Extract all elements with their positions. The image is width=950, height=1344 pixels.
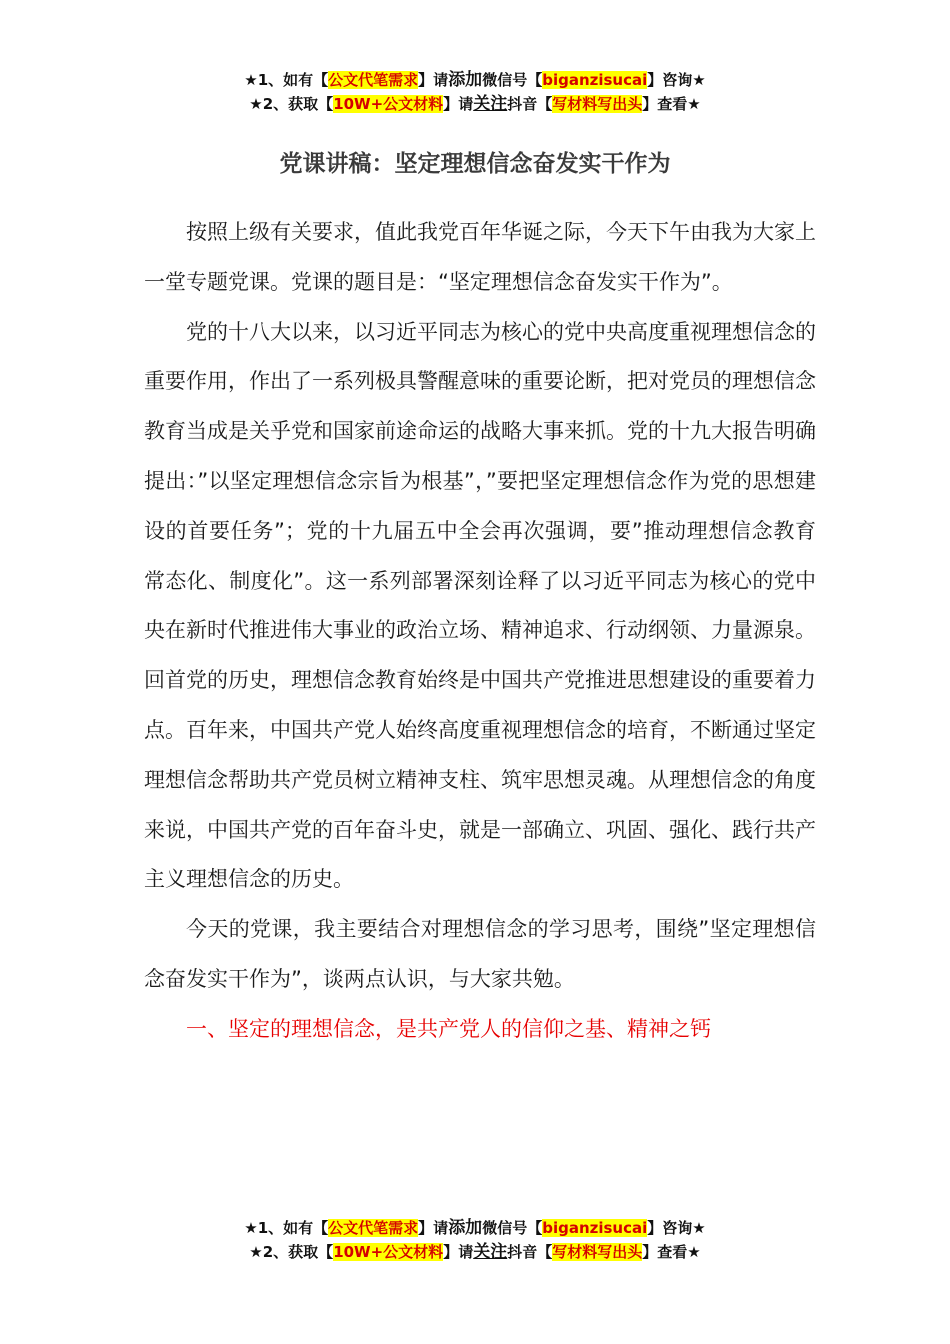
- ad-text: 2、获取【: [262, 95, 334, 113]
- ad-highlight-wechat-id: biganzisucai: [542, 71, 648, 89]
- star-icon: ★: [249, 1243, 263, 1261]
- ad-text: 1、如有【: [257, 71, 329, 89]
- ad-text-emphasis: 关注: [473, 94, 508, 114]
- ad-highlight-wechat-id: biganzisucai: [542, 1219, 648, 1237]
- paragraph-outline: 今天的党课，我主要结合对理想信念的学习思考，围绕”坚定理想信念奋发实干作为”，谈两点认识，与大家共勉。: [144, 917, 816, 991]
- ad-text: 抖音【: [507, 95, 553, 113]
- ad-text: 】请: [418, 71, 449, 89]
- section-heading-1: 一、坚定的理想信念，是共产党人的信仰之基、精神之钙: [186, 1016, 711, 1041]
- ad-highlight-douyin: 写材料写出头: [552, 1243, 643, 1261]
- ad-text: 】请: [443, 1243, 474, 1261]
- ad-text: 】查看★: [642, 95, 701, 113]
- ad-line-2: [0, 92, 950, 116]
- paragraph-background: 党的十八大以来，以习近平同志为核心的党中央高度重视理想信念的重要作用，作出了一系列极具警醒意味的重要论断，把对党员的理想信念教育当成是关乎党和国家前途命运的战略大事来抓。党的十九大报告明确提出：”以坚定理想信念宗旨为根基”，”要把坚定理想信念作为党的思想建设的首要任务”；党的十九届五中全会再次强调，要”推动理想信念教育常态化、制度化”。这一系列部署深刻诠释了以习近平同志为核心的党中央在新时代推进伟大事业的政治立场、精神追求、行动纲领、力量源泉。回首党的历史，理想信念教育始终是中国共产党推进思想建设的重要着力点。百年来，中国共产党人始终高度重视理想信念的培育，不断通过坚定理想信念帮助共产党员树立精神支柱、筑牢思想灵魂。从理想信念的角度来说，中国共产党的百年奋斗史，就是一部确立、巩固、强化、践行共产主义理想信念的历史。: [144, 319, 816, 892]
- ad-highlight-douyin: 写材料写出头: [552, 95, 643, 113]
- ad-text: 】请: [418, 1219, 449, 1237]
- ad-text: 微信号【: [482, 71, 543, 89]
- ad-text-emphasis: 添加: [448, 1218, 483, 1238]
- ad-text: 抖音【: [507, 1243, 553, 1261]
- star-icon: ★: [244, 1219, 258, 1237]
- ad-text-emphasis: 关注: [473, 1242, 508, 1262]
- ad-text: 】请: [443, 95, 474, 113]
- star-icon: ★: [244, 71, 258, 89]
- ad-highlight-materials: 10W+公文材料: [333, 95, 444, 113]
- ad-text: 1、如有【: [257, 1219, 329, 1237]
- ad-text: 】查看★: [642, 1243, 701, 1261]
- ad-banner-bottom: [0, 1216, 950, 1264]
- ad-highlight-service: 公文代笔需求: [328, 71, 419, 89]
- ad-highlight-service: 公文代笔需求: [328, 1219, 419, 1237]
- paragraph-intro: 按照上级有关要求，值此我党百年华诞之际，今天下午由我为大家上一堂专题党课。党课的题目是：“坚定理想信念奋发实干作为”。: [144, 220, 816, 294]
- document-body: [144, 208, 816, 1055]
- star-icon: ★: [249, 95, 263, 113]
- ad-text: 】咨询★: [647, 71, 706, 89]
- ad-banner-top: [0, 68, 950, 116]
- ad-text: 】咨询★: [647, 1219, 706, 1237]
- ad-line-2: [0, 1240, 950, 1264]
- ad-text: 微信号【: [482, 1219, 543, 1237]
- ad-highlight-materials: 10W+公文材料: [333, 1243, 444, 1261]
- document-title: 党课讲稿：坚定理想信念奋发实干作为: [279, 151, 671, 177]
- ad-text: 2、获取【: [262, 1243, 334, 1261]
- ad-text-emphasis: 添加: [448, 70, 483, 90]
- ad-line-1: [0, 68, 950, 92]
- ad-line-1: [0, 1216, 950, 1240]
